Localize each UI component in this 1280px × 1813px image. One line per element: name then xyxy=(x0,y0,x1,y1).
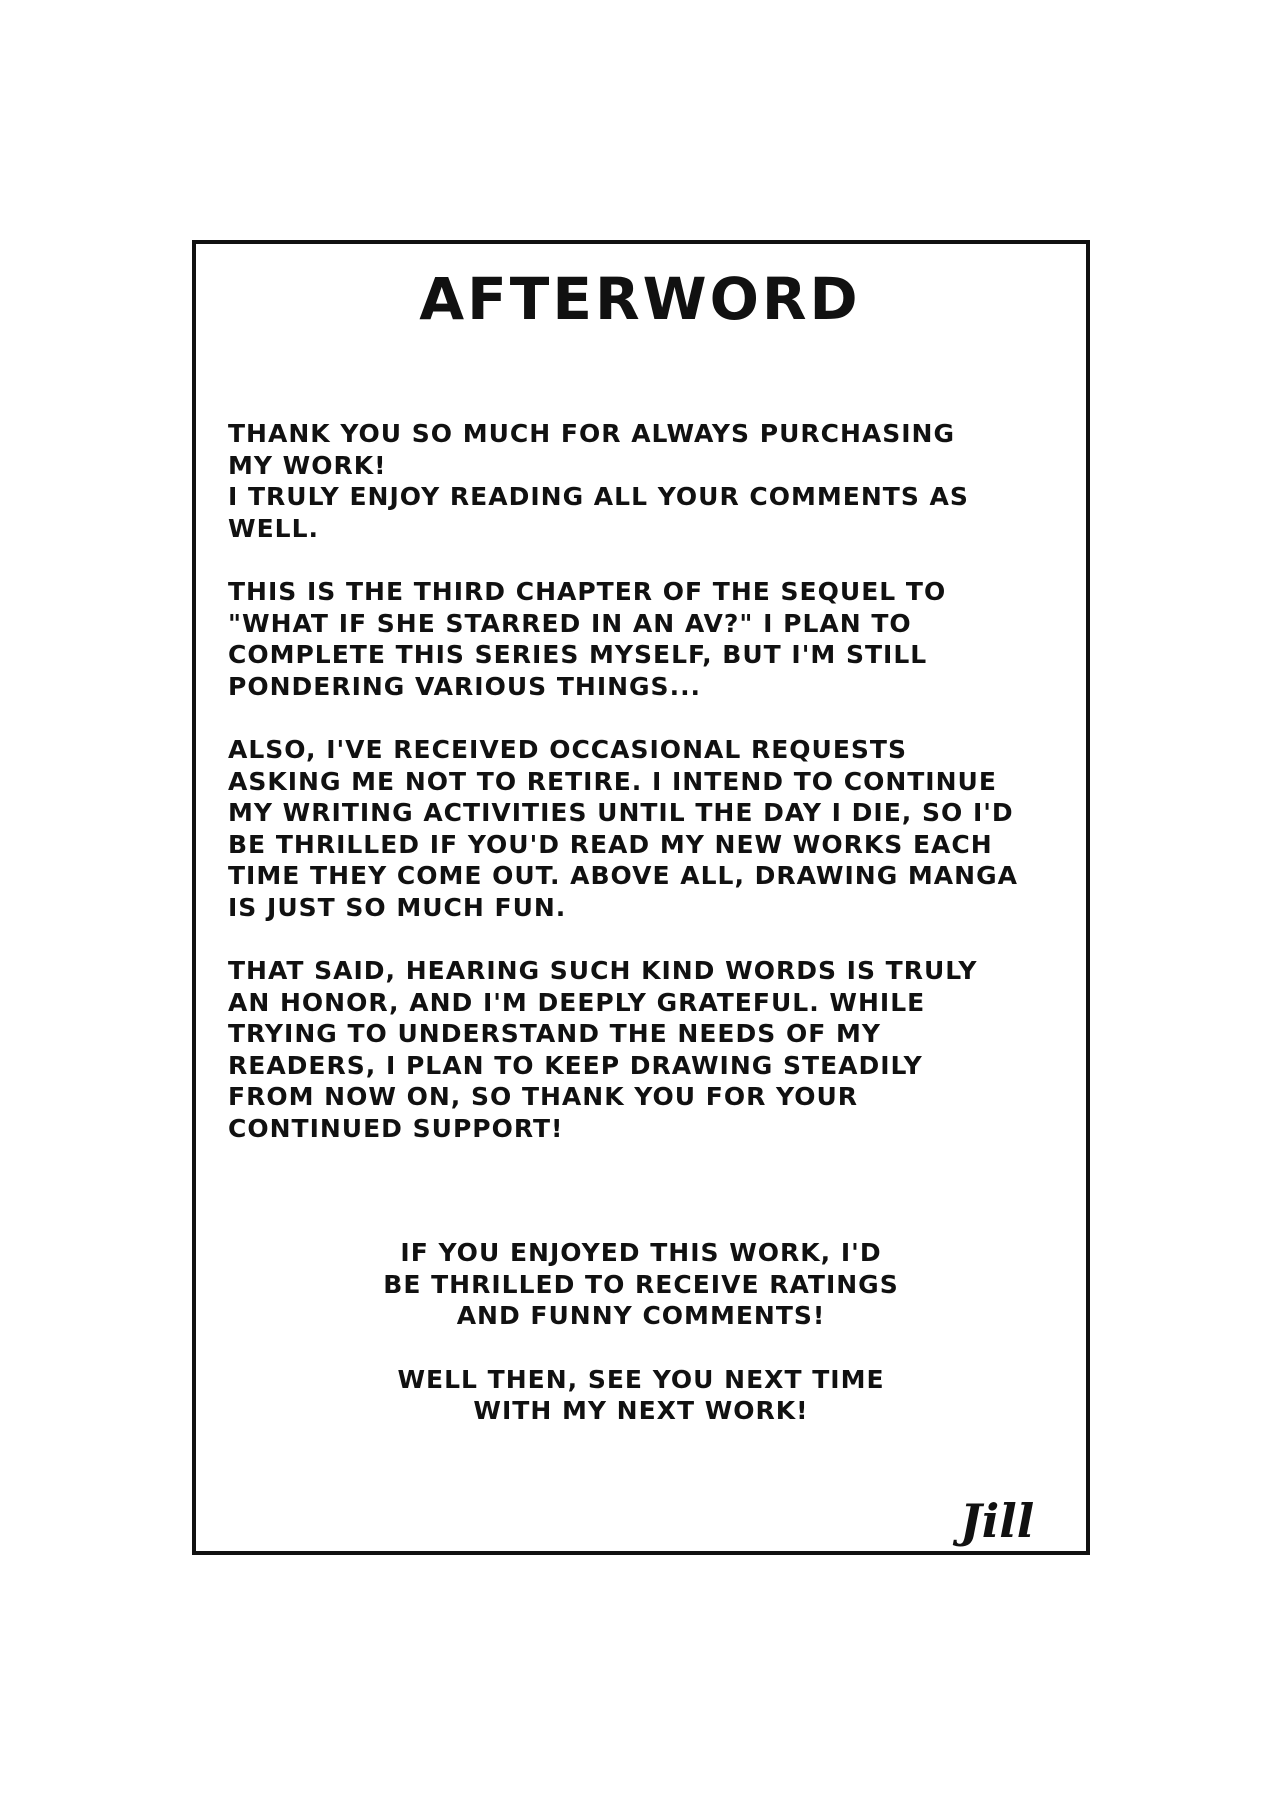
paragraph-thanks: THANK YOU SO MUCH FOR ALWAYS PURCHASING MY WORK! I TRULY ENJOY READING ALL YOUR COMMENTS AS WELL. xyxy=(228,419,969,543)
paragraph-grateful: THAT SAID, HEARING SUCH KIND WORDS IS TRULY AN HONOR, AND I'M DEEPLY GRATEFUL. WHILE TRYING TO UNDERSTAND THE NEEDS OF MY READERS, I PLAN TO KEEP DRAWING STEADILY FROM NOW ON, SO THANK YOU FOR YOUR CONTINUED SUPPORT! xyxy=(228,956,978,1143)
afterword-body xyxy=(228,418,1088,1176)
author-signature: Jill xyxy=(960,1494,1035,1548)
closing-farewell: WELL THEN, SEE YOU NEXT TIME WITH MY NEXT WORK! xyxy=(397,1364,885,1425)
closing-message xyxy=(192,1237,1090,1459)
paragraph-sequel: THIS IS THE THIRD CHAPTER OF THE SEQUEL TO "WHAT IF SHE STARRED IN AN AV?" I PLAN TO COMPLETE THIS SERIES MYSELF, BUT I'M STILL PONDERING VARIOUS THINGS... xyxy=(228,577,947,701)
closing-ratings: IF YOU ENJOYED THIS WORK, I'D BE THRILLED TO RECEIVE RATINGS AND FUNNY COMMENTS! xyxy=(383,1238,899,1330)
page-title: AFTERWORD xyxy=(419,265,861,333)
paragraph-retire: ALSO, I'VE RECEIVED OCCASIONAL REQUESTS ASKING ME NOT TO RETIRE. I INTEND TO CONTINUE MY WRITING ACTIVITIES UNTIL THE DAY I DIE, SO I'D BE THRILLED IF YOU'D READ MY NEW WORKS EACH TIME THEY COME OUT. ABOVE ALL, DRAWING MANGA IS JUST SO MUCH FUN. xyxy=(228,735,1018,922)
